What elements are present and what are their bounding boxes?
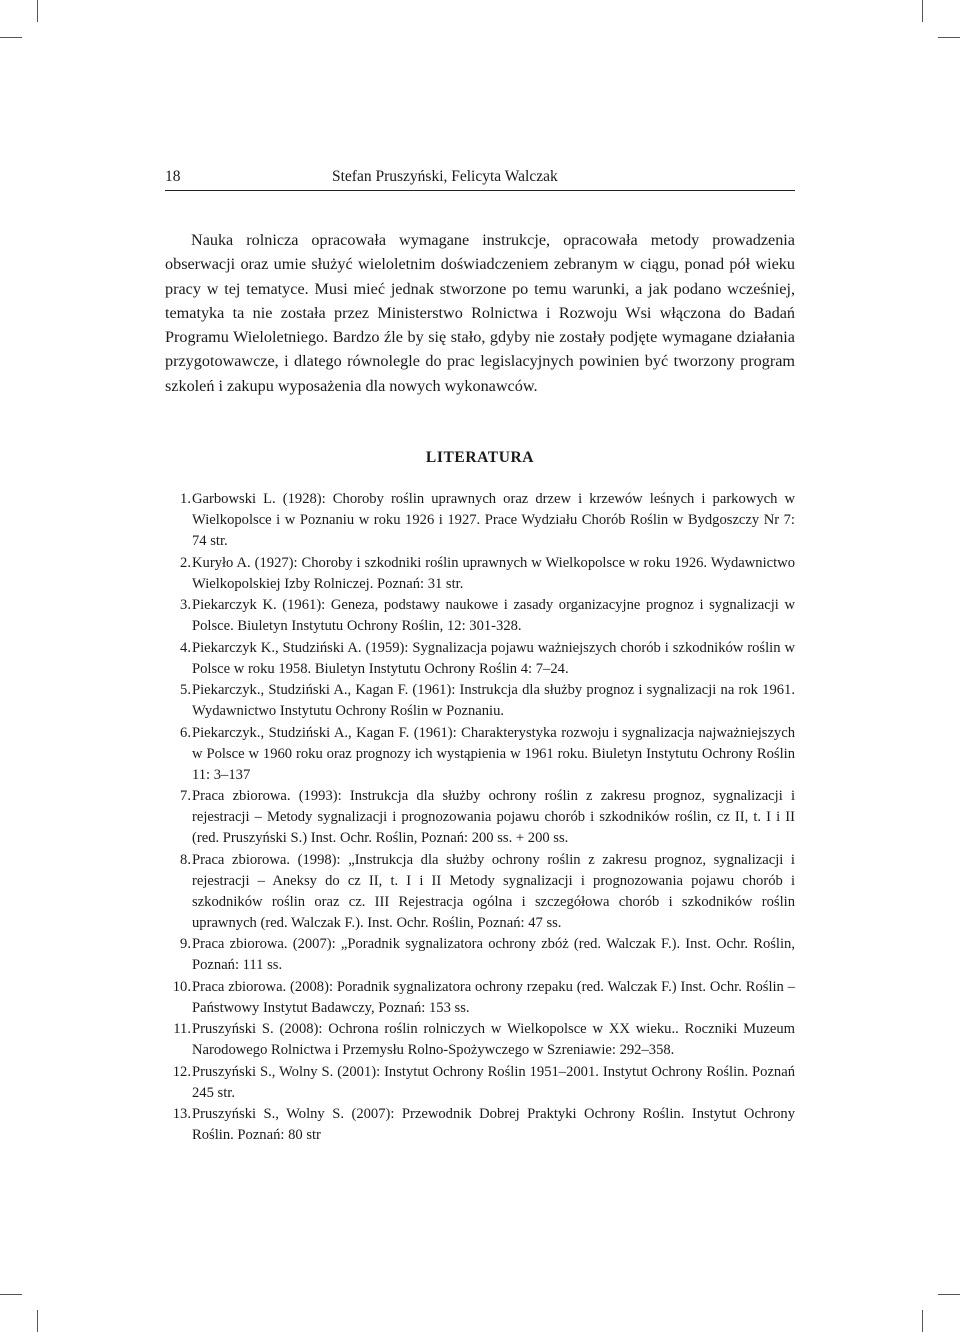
reference-item xyxy=(165,1019,795,1061)
reference-text: Piekarczyk K. (1961): Geneza, podstawy naukowe i zasady organizacyjne prognoz i sygnalizacji w Polsce. Biuletyn Instytutu Ochrony Roślin, 12: 301-328. xyxy=(192,597,795,634)
reference-text: Piekarczyk., Studziński A., Kagan F. (1961): Charakterystyka rozwoju i sygnalizacja najważniejszych w Polsce w 1960 roku oraz prognozy ich wystąpienia w 1961 roku. Biuletyn Instytutu Ochrony Roślin 11: 3–137 xyxy=(192,724,795,783)
reference-list xyxy=(165,489,795,1147)
reference-number: 4. xyxy=(180,639,191,656)
reference-item xyxy=(165,638,795,680)
reference-number: 13. xyxy=(172,1106,191,1122)
reference-item xyxy=(165,934,795,976)
crop-mark-top-right xyxy=(922,0,923,22)
crop-mark-bottom-left xyxy=(37,1310,38,1332)
reference-number: 1. xyxy=(180,491,191,507)
reference-text: Pruszyński S. (2008): Ochrona roślin rolniczych w Wielkopolsce w XX wieku.. Roczniki Muzeum Narodowego Rolnictwa i Przemysłu Rolno-Spożywczego w Szreniawie: 292–358. xyxy=(192,1021,795,1058)
reference-number: 6. xyxy=(180,724,191,741)
reference-item xyxy=(165,680,795,722)
reference-text: Kuryło A. (1927): Choroby i szkodniki roślin uprawnych w Wielkopolsce w roku 1926. Wydawnictwo Wielkopolskiej Izby Rolniczej. Poznań: 31 str. xyxy=(192,554,795,592)
reference-item xyxy=(165,1104,795,1146)
crop-mark-bottom-right xyxy=(922,1310,923,1332)
body-paragraph: Nauka rolnicza opracowała wymagane instrukcje, opracowała metody prowadzenia obserwacji oraz umie służyć wieloletnim doświadczeniem zebranym w ciągu, ponad pół wieku pracy w tej tematyce. Musi mieć jednak stworzone po temu warunki, a jak podano wcześniej, tematyka ta nie została przez Ministerstwo Rolnictwa i Rozwoju Wsi włączona do Badań Programu Wieloletniego. Bardzo źle by się stało, gdyby nie zostały podjęte wymagane działania przygotowawcze, i dlatego równolegle do prac legislacyjnych powinien być tworzony program szkoleń i zakupu wyposażenia dla nowych wykonawców. xyxy=(165,231,795,395)
crop-mark-left-top xyxy=(0,37,22,38)
crop-mark-right-bottom xyxy=(938,1294,960,1295)
reference-text: Pruszyński S., Wolny S. (2007): Przewodnik Dobrej Praktyki Ochrony Roślin. Instytut Ochrony Roślin. Poznań: 80 str xyxy=(192,1106,795,1143)
section-title: LITERATURA xyxy=(425,449,535,466)
reference-text: Piekarczyk., Studziński A., Kagan F. (1961): Instrukcja dla służby prognoz i sygnalizacji na rok 1961. Wydawnictwo Instytutu Ochrony Roślin w Poznaniu. xyxy=(192,682,795,719)
reference-number: 11. xyxy=(173,1021,191,1037)
reference-item xyxy=(165,1062,795,1104)
page-number: 18 xyxy=(165,168,181,185)
reference-text: Garbowski L. (1928): Choroby roślin uprawnych oraz drzew i krzewów leśnych i parkowych w Wielkopolsce i w Poznaniu w roku 1926 i 1927. Prace Wydziału Chorób Roślin w Bydgoszczy Nr 7: 74 str. xyxy=(192,491,795,549)
reference-item xyxy=(165,977,795,1019)
reference-text: Piekarczyk K., Studziński A. (1959): Sygnalizacja pojawu ważniejszych chorób i szkodników roślin w Polsce w roku 1958. Biuletyn Instytutu Ochrony Roślin 4: 7–24. xyxy=(192,639,795,677)
reference-number: 12. xyxy=(172,1063,191,1080)
reference-item xyxy=(165,595,795,637)
reference-text: Praca zbiorowa. (2008): Poradnik sygnalizatora ochrony rzepaku (red. Walczak F.) Inst. Ochr. Roślin – Państwowy Instytut Badawczy, Poznań: 153 ss. xyxy=(192,978,795,1016)
reference-item xyxy=(165,786,795,849)
reference-text: Pruszyński S., Wolny S. (2001): Instytut Ochrony Roślin 1951–2001. Instytut Ochrony Roślin. Poznań 245 str. xyxy=(192,1063,795,1101)
reference-item xyxy=(165,723,795,786)
reference-number: 8. xyxy=(180,851,191,868)
reference-text: Praca zbiorowa. (2007): „Poradnik sygnalizatora ochrony zbóż (red. Walczak F.). Inst. Ochr. Roślin, Poznań: 111 ss. xyxy=(192,936,795,973)
crop-mark-left-bottom xyxy=(0,1294,22,1295)
reference-number: 5. xyxy=(180,682,191,698)
reference-number: 9. xyxy=(180,936,191,952)
header-rule xyxy=(165,190,795,191)
reference-number: 10. xyxy=(172,978,191,995)
crop-mark-right-top xyxy=(938,37,960,38)
running-head: Stefan Pruszyński, Felicyta Walczak xyxy=(332,168,558,185)
reference-item xyxy=(165,553,795,595)
reference-number: 3. xyxy=(180,597,191,613)
page-header xyxy=(165,168,795,190)
reference-item xyxy=(165,850,795,934)
reference-text: Praca zbiorowa. (1993): Instrukcja dla służby ochrony roślin z zakresu prognoz, sygnalizacji i rejestracji – Metody sygnalizacji i prognozowania pojawu chorób i szkodników roślin, cz II, t. I i II (red. Pruszyński S.) Inst. Ochr. Roślin, Poznań: 200 ss. + 200 ss. xyxy=(192,788,795,846)
reference-number: 7. xyxy=(180,788,191,804)
crop-mark-top-left xyxy=(37,0,38,22)
reference-text: Praca zbiorowa. (1998): „Instrukcja dla służby ochrony roślin z zakresu prognoz, sygnalizacji i rejestracji – Aneksy do cz II, t. I i II Metody sygnalizacji i prognozowania pojawu chorób i szkodników roślin oraz cz. III Rejestracja ogólna i szczegółowa chorób i szkodników roślin uprawnych (red. Walczak F.). Inst. Ochr. Roślin, Poznań: 47 ss. xyxy=(192,851,795,931)
reference-number: 2. xyxy=(180,554,191,571)
reference-item xyxy=(165,489,795,552)
